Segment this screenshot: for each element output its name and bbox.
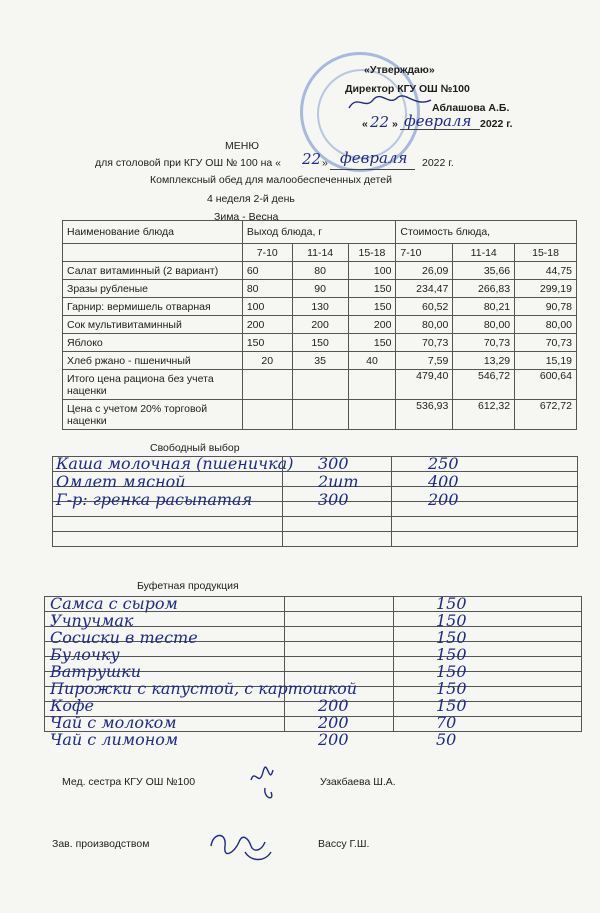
season: Зима - Весна [214,211,279,223]
age-header: 11-14 [453,244,515,262]
header-blank [63,244,243,262]
nurse-name: Узакбаева Ш.А. [320,776,396,788]
table-row [63,316,577,334]
buffet-item-qty: 200 [318,696,349,715]
cost-value: 60,52 [396,298,453,316]
buffet-item-price: 70 [436,713,457,732]
cost-value: 266,83 [453,280,515,298]
buffet-item-name: Самса с сыром [50,594,178,613]
output-value: 35 [292,352,348,370]
free-item-price: 200 [428,490,459,509]
cost-value: 70,73 [396,334,453,352]
buffet-item-name: Чай с молоком [50,713,177,732]
header-dish-name: Наименование блюда [63,221,243,244]
empty-cell [242,400,292,430]
header-output: Выход блюда, г [242,221,396,244]
cost-value: 26,09 [396,262,453,280]
director-title: Директор КГУ ОШ №100 [345,83,470,95]
title-date-month: февраля [340,149,408,167]
title-date-year: 2022 г. [422,157,454,169]
buffet-item-price: 50 [436,730,457,749]
markup-total-value: 672,72 [515,400,577,430]
buffet-item-name: Булочку [50,645,120,664]
output-value: 100 [242,298,292,316]
age-header: 7-10 [242,244,292,262]
week-day: 4 неделя 2-й день [207,193,295,205]
cost-value: 234,47 [396,280,453,298]
cost-value: 44,75 [515,262,577,280]
title-date-quote: » [322,157,328,169]
dish-name: Хлеб ржано - пшеничный [63,352,243,370]
buffet-item-price: 150 [436,679,467,698]
date-open-quote: « [362,118,368,130]
dish-name: Гарнир: вермишель отварная [63,298,243,316]
director-name: Аблашова А.Б. [432,102,510,114]
header-cost: Стоимость блюда, [396,221,577,244]
date-year: 2022 г. [480,118,513,130]
table-row [63,280,577,298]
approve-label: «Утверждаю» [364,64,435,76]
lunch-subtitle: Комплексный обед для малообеспеченных детей [150,174,392,186]
output-value: 80 [242,280,292,298]
buffet-item-price: 150 [436,662,467,681]
chief-name: Вассу Г.Ш. [318,838,370,850]
cost-value: 15,19 [515,352,577,370]
dish-name: Салат витаминный (2 вариант) [63,262,243,280]
director-signature-icon [345,92,435,114]
output-value: 20 [242,352,292,370]
buffet-item-price: 150 [436,594,467,613]
table-row [63,262,577,280]
chief-signature-icon [205,822,275,866]
output-value: 150 [292,334,348,352]
cost-value: 80,00 [515,316,577,334]
menu-table [62,220,577,430]
date-close-quote: » [392,118,398,130]
output-value: 200 [292,316,348,334]
buffet-item-price: 150 [436,611,467,630]
markup-total-row [63,400,577,430]
age-header: 7-10 [396,244,453,262]
age-header: 15-18 [515,244,577,262]
cost-value: 80,21 [453,298,515,316]
table-row [63,298,577,316]
cost-value: 13,29 [453,352,515,370]
free-item-name: Г-р: гренка расыпатая [56,490,253,509]
date-month: февраля [404,112,472,130]
markup-total-value: 612,32 [453,400,515,430]
free-choice-title: Свободный выбор [150,442,240,454]
table-row [63,352,577,370]
buffet-item-name: Пирожки с капустой, с картошкой [50,679,358,698]
cost-value: 80,00 [453,316,515,334]
title-date-day: 22 [302,150,322,168]
buffet-item-qty: 200 [318,713,349,732]
chief-label: Зав. производством [52,838,150,850]
empty-cell [348,400,396,430]
buffet-item-qty: 200 [318,730,349,749]
age-header: 15-18 [348,244,396,262]
table-row [63,334,577,352]
nurse-signature-icon [245,758,285,806]
menu-title: МЕНЮ [225,140,259,152]
buffet-item-price: 150 [436,696,467,715]
buffet-item-name: Учпучмак [50,611,134,630]
buffet-item-name: Ватрушки [50,662,142,681]
output-value: 90 [292,280,348,298]
buffet-title: Буфетная продукция [137,580,239,592]
free-item-price: 400 [428,472,459,491]
output-value: 80 [292,262,348,280]
output-value: 150 [348,280,396,298]
output-value: 130 [292,298,348,316]
output-value: 150 [242,334,292,352]
age-header: 11-14 [292,244,348,262]
output-value: 150 [348,298,396,316]
buffet-item-name: Кофе [50,696,95,715]
cost-value: 80,00 [396,316,453,334]
free-item-name: Омлет мясной [56,472,186,491]
total-label: Итого цена рациона без учета наценки [63,370,243,400]
empty-cell [242,370,292,400]
date-day: 22 [370,113,390,131]
cost-value: 299,19 [515,280,577,298]
total-value: 600,64 [515,370,577,400]
output-value: 60 [242,262,292,280]
free-item-name: Каша молочная (пшеничка) [56,454,294,473]
nurse-label: Мед. сестра КГУ ОШ №100 [62,776,196,788]
free-item-qty: 2шт [318,472,359,491]
cost-value: 90,78 [515,298,577,316]
empty-cell [348,370,396,400]
empty-cell [292,400,348,430]
output-value: 200 [242,316,292,334]
buffet-item-name: Чай с лимоном [50,730,179,749]
buffet-item-name: Сосиски в тесте [50,628,198,647]
total-value: 479,40 [396,370,453,400]
free-item-qty: 300 [318,454,349,473]
dish-name: Яблоко [63,334,243,352]
markup-total-value: 536,93 [396,400,453,430]
free-item-price: 250 [428,454,459,473]
output-value: 100 [348,262,396,280]
cost-value: 70,73 [453,334,515,352]
markup-total-label: Цена с учетом 20% торговой наценки [63,400,243,430]
dish-name: Сок мультивитаминный [63,316,243,334]
total-value: 546,72 [453,370,515,400]
cost-value: 70,73 [515,334,577,352]
buffet-item-price: 150 [436,628,467,647]
empty-cell [292,370,348,400]
output-value: 200 [348,316,396,334]
free-item-qty: 300 [318,490,349,509]
cost-value: 7,59 [396,352,453,370]
title-date-underline [330,169,415,170]
canteen-line: для столовой при КГУ ОШ № 100 на « [95,157,281,169]
cost-value: 35,66 [453,262,515,280]
output-value: 150 [348,334,396,352]
date-underline [400,129,480,130]
buffet-item-price: 150 [436,645,467,664]
dish-name: Зразы рубленые [63,280,243,298]
total-row [63,370,577,400]
output-value: 40 [348,352,396,370]
